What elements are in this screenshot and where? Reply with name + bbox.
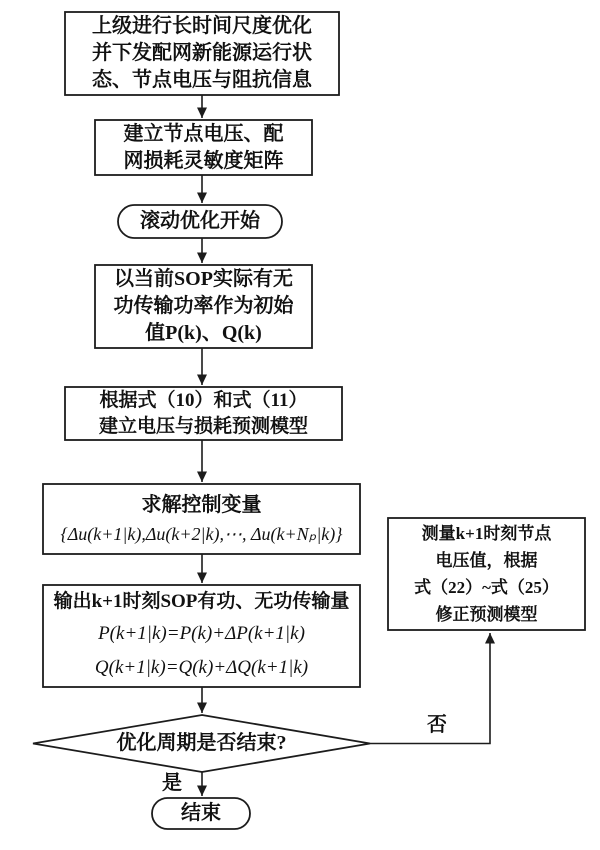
sensitivity-box <box>95 120 312 175</box>
correction-box <box>388 518 585 630</box>
text-line: 修正预测模型 <box>435 605 538 624</box>
control-formula: {Δu(k+1|k),Δu(k+2|k),⋯, Δu(k+Nₚ|k)} <box>60 524 343 544</box>
text-line: 态、节点电压与阻抗信息 <box>92 69 312 91</box>
text-line: 式（22）~式（25） <box>414 578 559 597</box>
top-box <box>65 12 339 95</box>
yes-label: 是 <box>162 772 182 794</box>
text-line: 值P(k)、Q(k) <box>145 322 262 344</box>
text-line: 以当前SOP实际有无 <box>114 268 293 290</box>
end-terminal <box>152 798 250 829</box>
text-line: 结束 <box>181 802 221 824</box>
text-line: 建立电压与损耗预测模型 <box>98 415 308 437</box>
text-line: 功传输功率作为初始 <box>113 295 294 317</box>
model-box <box>65 387 342 440</box>
text-line: 上级进行长时间尺度优化 <box>92 15 312 37</box>
output-box <box>43 585 360 687</box>
text-line: 优化周期是否结束? <box>116 732 287 754</box>
control-box <box>43 484 360 554</box>
text-line: 电压值，根据 <box>435 551 538 570</box>
text-line: 滚动优化开始 <box>140 210 260 232</box>
text-line: 并下发配网新能源运行状 <box>92 42 312 64</box>
no-label: 否 <box>427 714 447 736</box>
text-line: 建立节点电压、配 <box>123 122 284 145</box>
start-terminal <box>118 205 282 238</box>
text-line: 根据式（10）和式（11） <box>99 389 308 411</box>
output-formula-q: Q(k+1|k)=Q(k)+ΔQ(k+1|k) <box>94 657 309 678</box>
text-line: 求解控制变量 <box>141 494 262 516</box>
text-line: 网损耗灵敏度矩阵 <box>123 149 284 172</box>
text-line: 输出k+1时刻SOP有功、无功传输量 <box>53 591 350 612</box>
output-formula-p: P(k+1|k)=P(k)+ΔP(k+1|k) <box>98 623 305 644</box>
text-line: 测量k+1时刻节点 <box>421 524 552 543</box>
init-box <box>95 265 312 348</box>
decision-diamond <box>33 715 370 772</box>
